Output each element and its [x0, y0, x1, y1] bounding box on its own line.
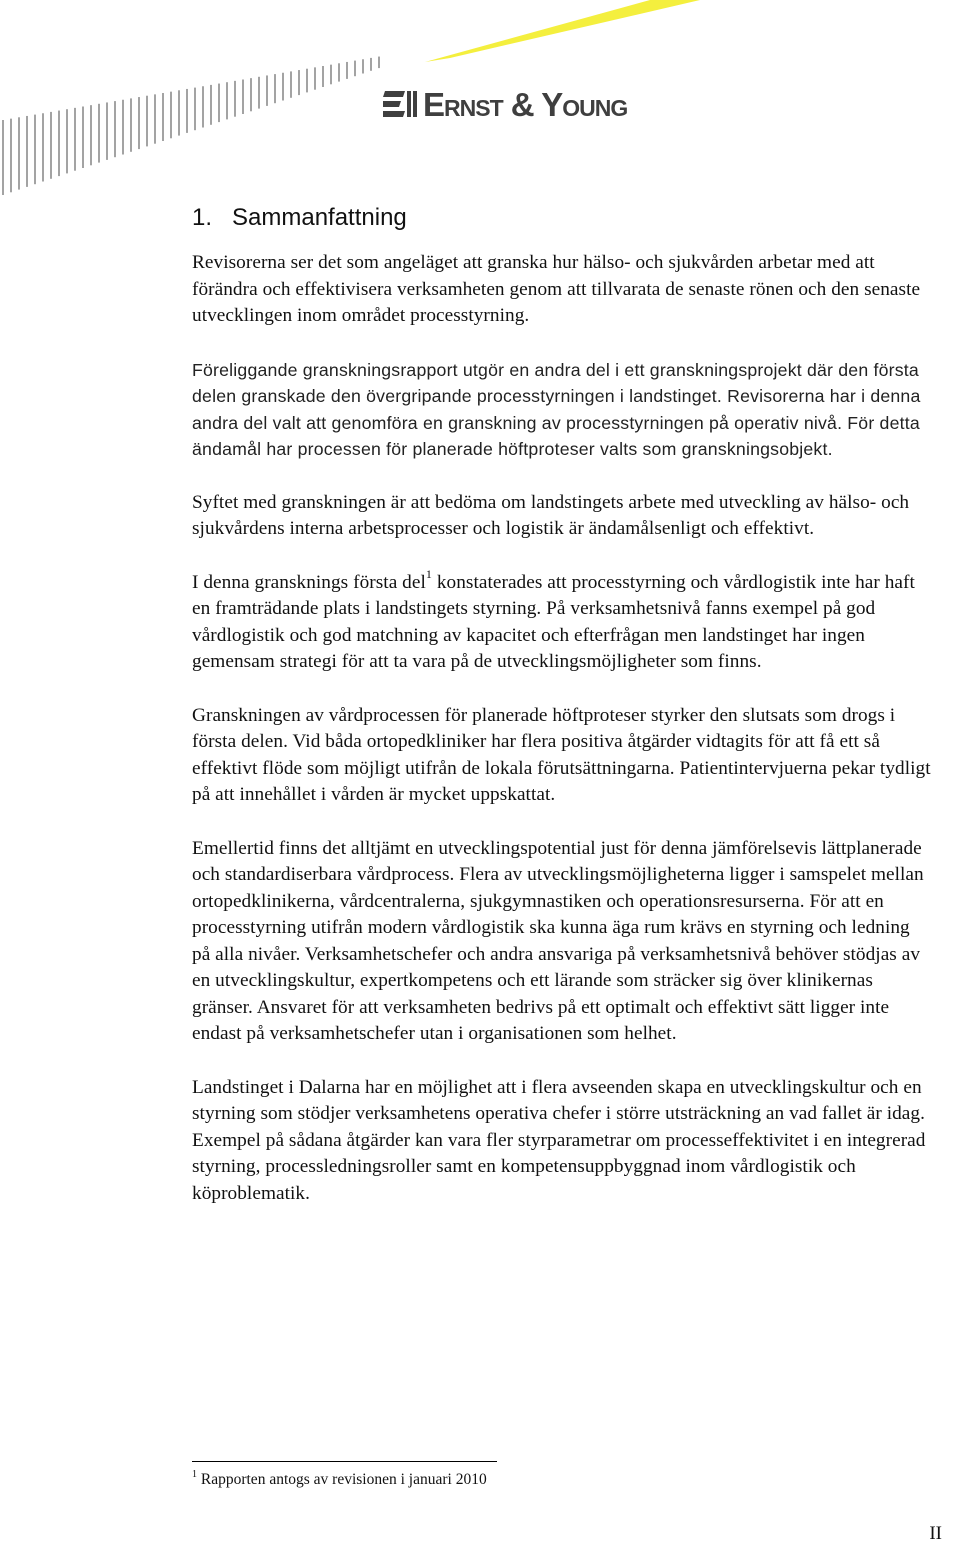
perspective-bars — [3, 57, 379, 195]
paragraph-potential: Emellertid finns det alltjämt en utvecklingspotential just för denna jämförelsevis lättplanerade och standardiserbara vårdprocess. Flera av utvecklingsmöjligheterna ligger i samspelet mellan ortopedklinikerna, vårdcentralerna, sjukgymnastiken och operationsresurserna. För att en processtyrning utifrån modern vårdlogistik ska kunna äga rum krävs en styrning och ledning på alla nivåer. Verksamhetschefer och andra ansvariga på verksamhetsnivå behöver stödjas av en utvecklingskultur, expertkompetens och ett lärande som sträcker sig över klinikernas gränser. Ansvaret för att verksamheten bedrivs på ett optimalt och effektivt sätt ligger inte endast på verksamhetschefer utan i organisationen som helhet. — [192, 837, 924, 1044]
main-content — [192, 200, 932, 1234]
footnote-text: Rapporten antogs av revisionen i januari 2010 — [200, 1471, 487, 1488]
paragraph-first-part-rest: konstaterades att processtyrning och vårdlogistik inte har haft en framträdande plats i landstingets styrning. På verksamhetsnivå fanns exempel på god vårdlogistik och god matchning av kapacitet och efterfrågan men landstinget har ingen gemensam strategi för att ta vara på de utvecklingsmöjligheter som finns. — [192, 571, 915, 672]
paragraph-purpose: Syftet med granskningen är att bedöma om landstingets arbete med utveckling av hälso- och sjukvårdens interna arbetsprocesser och logistik är ändamålsenligt och effektivt. — [192, 491, 910, 539]
paragraph-first-part-start: I denna gransknings första del — [192, 571, 426, 593]
paragraph-first-part — [192, 567, 932, 676]
paragraph-intro: Revisorerna ser det som angeläget att granska hur hälso- och sjukvården arbetar med att förändra och effektivisera verksamheten genom att tillvarata de senaste rönen och den senaste utvecklingen inom området processtyrning. — [192, 252, 921, 326]
footnote — [192, 1470, 487, 1490]
paragraph-findings: Granskningen av vårdprocessen för planerade höftproteser styrker den slutsats som drogs i första delen. Vid båda ortopedkliniker har flera positiva åtgärder vidtagits för att få ett så effektivt flöde som möjligt utifrån de lokala förutsättningarna. Patientintervjuerna pekar tydligt på att innehållet i vården är mycket uppskattat. — [192, 704, 931, 805]
page-number: II — [929, 1523, 942, 1544]
footnote-divider — [192, 1461, 497, 1462]
ey-logo-mark-icon — [383, 87, 417, 123]
yellow-beam-icon — [425, 0, 700, 62]
logo-text: Ernst & Young — [423, 86, 628, 123]
company-logo — [383, 85, 627, 125]
section-title: Sammanfattning — [232, 204, 407, 231]
section-number: 1. — [192, 204, 213, 231]
paragraph-recommendation: Landstinget i Dalarna har en möjlighet att i flera avseenden skapa en utvecklingskultur och en styrning som stödjer verksamhetens operativa chefer i större utsträckning an vad fallet är idag. Exempel på sådana åtgärder kan vara fler styrparametrar om processeffektivitet i en integrerad styrning, processledningsroller samt en kompetensuppbyggnad inom vårdlogistik och köproblematik. — [192, 1076, 926, 1204]
footnote-marker: 1 — [192, 1468, 197, 1480]
paragraph-background: Föreliggande granskningsrapport utgör en andra del i ett granskningsprojekt där den första delen granskade den övergripande processtyrningen i landstinget. Revisorerna har i denna andra del valt att genomföra en granskning av processtyrningen på operativ nivå. För detta ändamål har processen för planerade höftproteser valts som granskningsobjekt. — [192, 359, 921, 459]
footnote-reference: 1 — [425, 567, 432, 582]
section-heading — [192, 200, 932, 236]
